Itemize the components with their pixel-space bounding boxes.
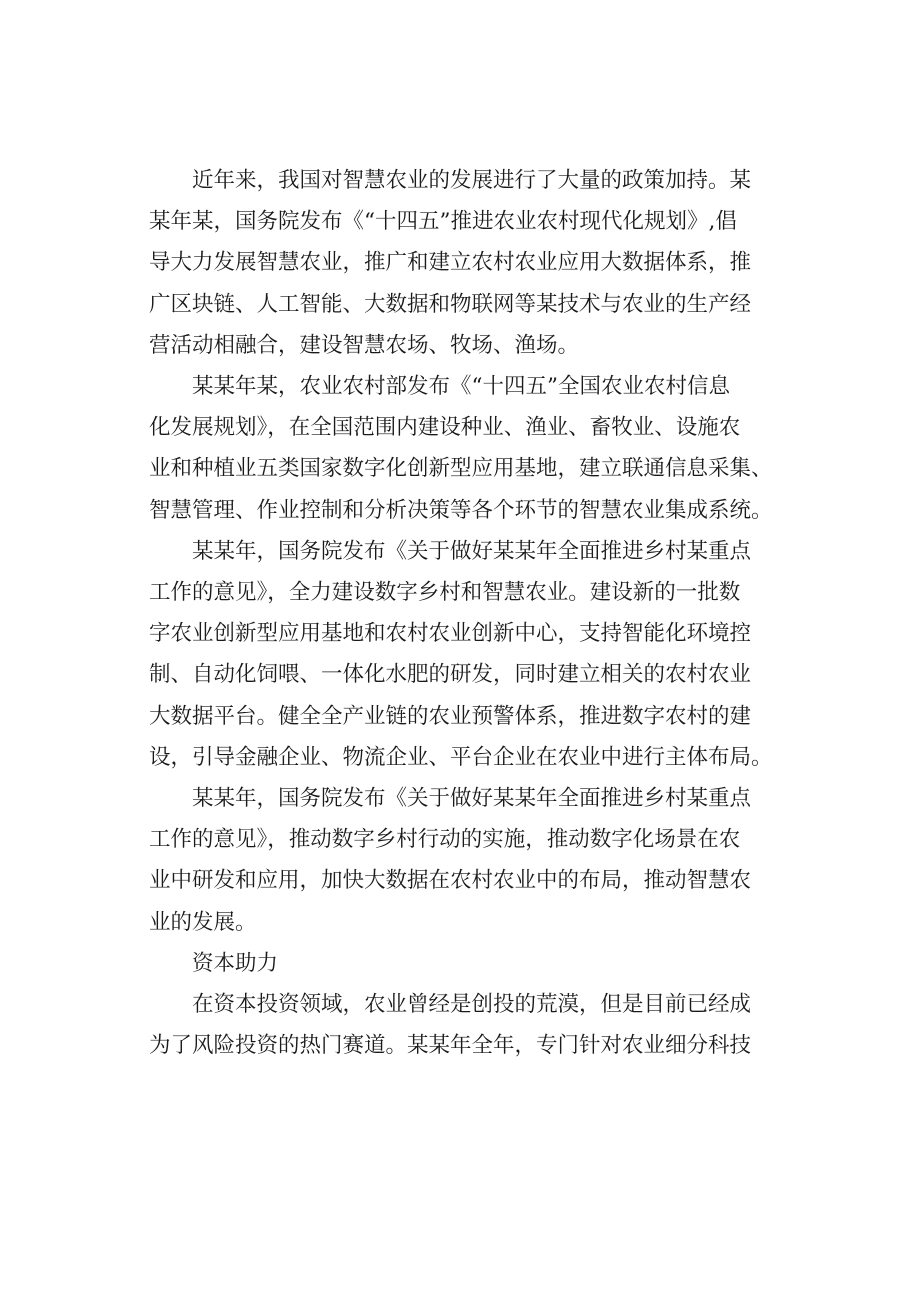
section-heading: 资本助力 [192, 950, 279, 976]
paragraph-policy-overview: 近年来，我国对智慧农业的发展进行了大量的政策加持。某 某年某，国务院发布《“十四五”推进农业农村现代化规划》,倡 导大力发展智慧农业，推广和建立农村农业应用大数据体系，推 广区块链、人工智能、大数据和物联网等某技术与农业的生产经 营活动相融合，建设智慧农场、牧场、渔场。 [149, 168, 752, 358]
paragraph-state-council-opinion-2: 某某年，国务院发布《关于做好某某年全面推进乡村某重点 工作的意见》，推动数字乡村行动的实施，推动数字化场景在农 业中研发和应用，加快大数据在农村农业中的布局，推动智慧农 业的发展。 [149, 786, 752, 935]
paragraph-state-council-opinion-1: 某某年，国务院发布《关于做好某某年全面推进乡村某重点 工作的意见》，全力建设数字乡村和智慧农业。建设新的一批数 字农业创新型应用基地和农村农业创新中心，支持智能化环境控 制、自动化饲喂、一体化水肥的研发，同时建立相关的农村农业 大数据平台。健全全产业链的农业预警体系，推进数字农村的建 设，引导金融企业、物流企业、平台企业在农业中进行主体布局。 [149, 538, 773, 770]
paragraph-capital-investment: 在资本投资领域，农业曾经是创投的荒漠，但是目前已经成 为了风险投资的热门赛道。某某年全年，专门针对农业细分科技 [149, 992, 752, 1059]
paragraph-ministry-plan: 某某年某，农业农村部发布《“十四五”全国农业农村信息 化发展规划》，在全国范围内建设种业、渔业、畜牧业、设施农 业和种植业五类国家数字化创新型应用基地，建立联通信息采集、 智慧管理、作业控制和分析决策等各个环节的智慧农业集成系统。 [149, 374, 773, 523]
document-body [149, 160, 799, 1066]
